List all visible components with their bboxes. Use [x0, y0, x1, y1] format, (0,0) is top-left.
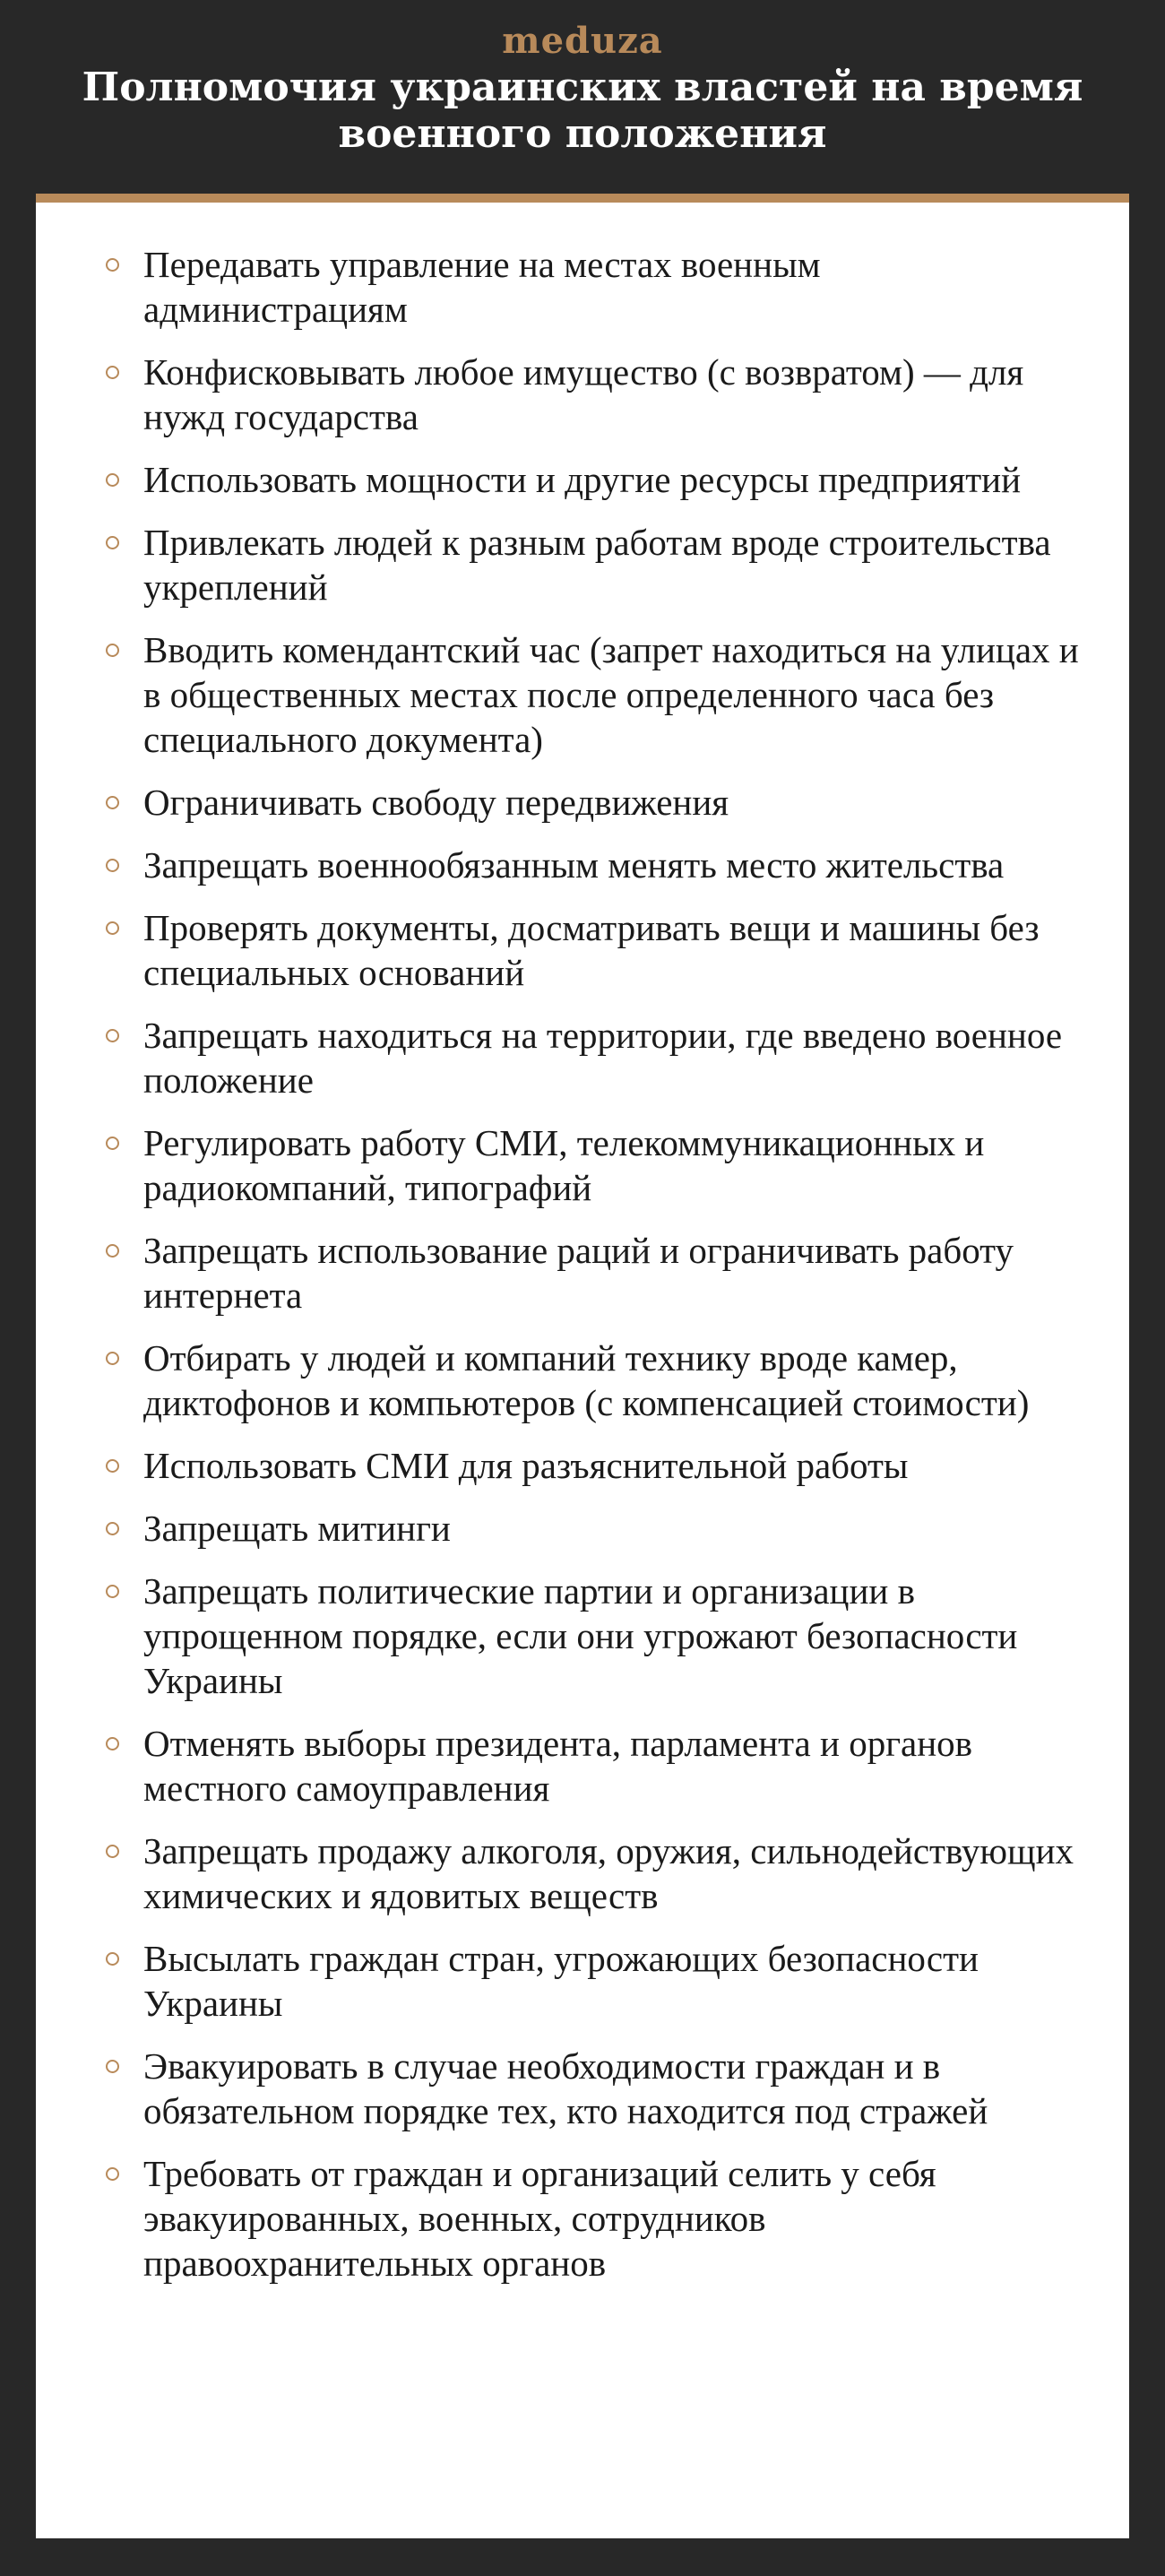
circle-bullet-icon: [106, 921, 119, 935]
list-item: [36, 1013, 1129, 1102]
meduza-logo: meduza: [502, 20, 663, 62]
list-item-text: Регулировать работу СМИ, телекоммуникационных и радиокомпаний, типографий: [143, 1122, 985, 1208]
list-item: [36, 1721, 1129, 1811]
list-item-text: Запрещать находиться на территории, где введено военное положение: [143, 1015, 1063, 1101]
list-item: [36, 1336, 1129, 1425]
list-item-text: Отменять выборы президента, парламента и органов местного самоуправления: [143, 1723, 973, 1809]
list-item-text: Проверять документы, досматривать вещи и машины без специальных оснований: [143, 907, 1040, 993]
list-item-text: Передавать управление на местах военным администрациям: [143, 244, 821, 330]
circle-bullet-icon: [106, 1352, 119, 1365]
list-item: [36, 1443, 1129, 1488]
circle-bullet-icon: [106, 1459, 119, 1473]
circle-bullet-icon: [106, 796, 119, 809]
list-item: [36, 1936, 1129, 2026]
list-item: [36, 350, 1129, 439]
list-item-text: Эвакуировать в случае необходимости граждан и в обязательном порядке тех, кто находится под стражей: [143, 2045, 988, 2131]
list-item-text: Высылать граждан стран, угрожающих безопасности Украины: [143, 1938, 979, 2024]
list-item: [36, 1506, 1129, 1551]
list-item-text: Привлекать людей к разным работам вроде строительства укреплений: [143, 522, 1051, 608]
list-item-text: Запрещать военнообязанным менять место жительства: [143, 844, 1005, 886]
circle-bullet-icon: [106, 1244, 119, 1258]
list-item: [36, 520, 1129, 609]
list-item-text: Запрещать продажу алкоголя, оружия, сильнодействующих химических и ядовитых веществ: [143, 1830, 1074, 1916]
list-item: [36, 1828, 1129, 1918]
list-item-text: Конфисковывать любое имущество (с возвратом) — для нужд государства: [143, 351, 1024, 437]
list-item: [36, 1569, 1129, 1703]
circle-bullet-icon: [106, 258, 119, 272]
circle-bullet-icon: [106, 1845, 119, 1858]
circle-bullet-icon: [106, 1137, 119, 1150]
content-card: [36, 194, 1129, 2538]
circle-bullet-icon: [106, 1737, 119, 1750]
list-item: [36, 1228, 1129, 1318]
circle-bullet-icon: [106, 1522, 119, 1535]
page-title: Полномочия украинских властей на время военного положения: [82, 65, 1083, 157]
list-item: [36, 1120, 1129, 1210]
list-item: [36, 843, 1129, 887]
list-item-text: Запрещать использование раций и ограничивать работу интернета: [143, 1230, 1014, 1316]
list-item-text: Использовать СМИ для разъяснительной работы: [143, 1445, 909, 1486]
list-item: [36, 2044, 1129, 2133]
list-item: [36, 905, 1129, 995]
circle-bullet-icon: [106, 366, 119, 379]
circle-bullet-icon: [106, 859, 119, 872]
list-item: [36, 457, 1129, 502]
powers-list: [36, 242, 1129, 2304]
list-item: [36, 627, 1129, 762]
circle-bullet-icon: [106, 1029, 119, 1042]
list-item-text: Отбирать у людей и компаний технику вроде камер, диктофонов и компьютеров (с компенсацией стоимости): [143, 1337, 1030, 1423]
list-item-text: Вводить комендантский час (запрет находиться на улицах и в общественных местах после определенного часа без специального документа): [143, 629, 1079, 760]
circle-bullet-icon: [106, 2167, 119, 2181]
list-item-text: Запрещать политические партии и организации в упрощенном порядке, если они угрожают безопасности Украины: [143, 1570, 1018, 1701]
list-item-text: Использовать мощности и другие ресурсы предприятий: [143, 459, 1022, 500]
circle-bullet-icon: [106, 473, 119, 487]
list-item: [36, 2151, 1129, 2286]
list-item-text: Запрещать митинги: [143, 1508, 451, 1549]
circle-bullet-icon: [106, 2060, 119, 2073]
circle-bullet-icon: [106, 1585, 119, 1598]
list-item-text: Требовать от граждан и организаций селить у себя эвакуированных, военных, сотрудников правоохранительных органов: [143, 2153, 936, 2284]
list-item: [36, 780, 1129, 825]
list-item: [36, 242, 1129, 332]
circle-bullet-icon: [106, 644, 119, 657]
circle-bullet-icon: [106, 536, 119, 549]
circle-bullet-icon: [106, 1952, 119, 1966]
list-item-text: Ограничивать свободу передвижения: [143, 782, 729, 823]
